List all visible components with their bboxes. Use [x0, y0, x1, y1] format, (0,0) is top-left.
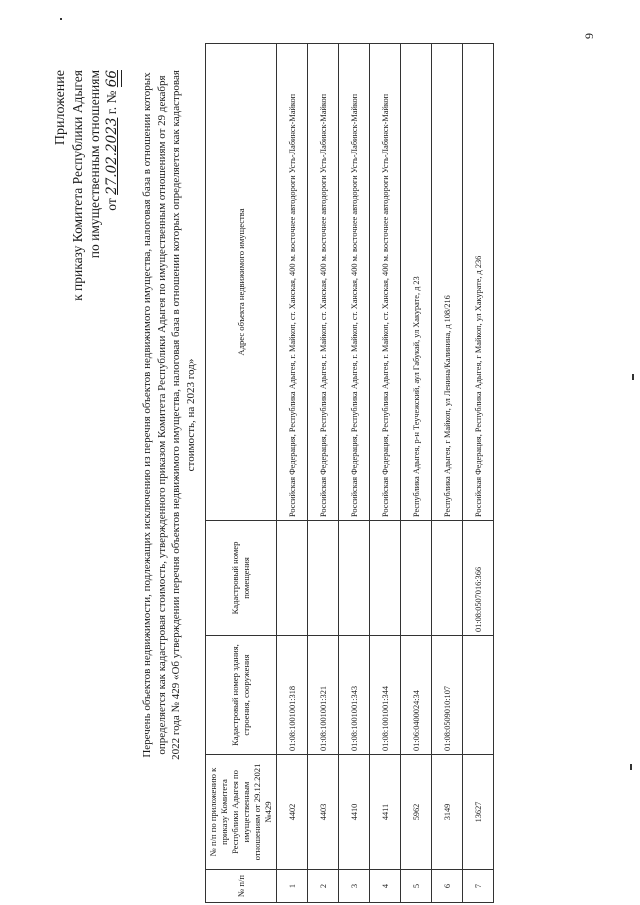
row-room-cadastral — [339, 521, 370, 636]
table-row — [401, 44, 432, 903]
row-reference: 4411 — [370, 755, 401, 870]
row-room-cadastral — [401, 521, 432, 636]
table-row — [339, 44, 370, 903]
row-reference: 4402 — [277, 755, 308, 870]
row-building-cadastral: 01:08:1001001:318 — [277, 636, 308, 755]
row-number: 4 — [370, 870, 401, 903]
table-row — [432, 44, 463, 903]
row-number: 6 — [432, 870, 463, 903]
header-address: Адрес объекта недвижимого имущества — [206, 44, 277, 521]
row-number: 7 — [463, 870, 494, 903]
objects-table — [205, 43, 494, 903]
row-address: Российская Федерация, Республика Адыгея, г. Майкоп, ст. Ханская, 400 м. восточнее автодороги Усть-Лабинск-Майкоп — [370, 44, 401, 521]
row-building-cadastral: 01:08:0509010:107 — [432, 636, 463, 755]
row-reference: 4410 — [339, 755, 370, 870]
row-building-cadastral: 01:08:1001001:344 — [370, 636, 401, 755]
table-row — [370, 44, 401, 903]
date-prefix: от — [104, 198, 119, 211]
row-room-cadastral — [308, 521, 339, 636]
row-building-cadastral: 01:08:1001001:343 — [339, 636, 370, 755]
handwritten-date: 27.02.2023 — [104, 117, 120, 195]
header-room-cadastral: Кадастровый номер помещения — [206, 521, 277, 636]
header-reference-number: № п/п по приложению к приказу Комитета Республики Адыгея по имущественным отношениям от 29.12.2021 №429 — [206, 755, 277, 870]
header-number: № п/п — [206, 870, 277, 903]
row-address: Республика Адыгея, г Майкоп, ул Ленина/Калинина, д 108/216 — [432, 44, 463, 521]
page-number: 9 — [582, 33, 596, 39]
scan-speck — [630, 764, 632, 770]
row-room-cadastral: 01:08:0507016:366 — [463, 521, 494, 636]
scan-speck — [60, 18, 62, 20]
row-address: Российская Федерация, Республика Адыгея, г Майкоп, ул Хакурате, д 236 — [463, 44, 494, 521]
row-number: 3 — [339, 870, 370, 903]
appendix-title: Приложение — [53, 70, 68, 146]
table-row — [277, 44, 308, 903]
row-number: 5 — [401, 870, 432, 903]
appendix-block — [52, 70, 122, 370]
row-room-cadastral — [432, 521, 463, 636]
header-building-cadastral: Кадастровый номер здания, строения, сооружения — [206, 636, 277, 755]
row-address: Российская Федерация, Республика Адыгея, г. Майкоп, ст. Ханская, 400 м. восточнее автодороги Усть-Лабинск-Майкоп — [277, 44, 308, 521]
row-building-cadastral: 01:08:1001001:321 — [308, 636, 339, 755]
table-row — [463, 44, 494, 903]
table-row — [308, 44, 339, 903]
row-number: 2 — [308, 870, 339, 903]
document-heading: Перечень объектов недвижимости, подлежащих исключению из перечня объектов недвижимого имущества, налоговая база в отношении которых определяется как кадастровая стоимость, утвержденного приказом Комитета Республики Адыгея по имущественным отношениям от 29 декабря 2022 года № 429 «Об утверждении перечня объектов недвижимого имущества, налоговая база в отношении которых определяется как кадастровая стоимость, на 2023 год» — [141, 70, 197, 760]
row-reference: 4403 — [308, 755, 339, 870]
row-room-cadastral — [277, 521, 308, 636]
row-address: Республика Адыгея, р-н Теучежский, аул Габукай, ул Хакурате, д 23 — [401, 44, 432, 521]
row-reference: 5962 — [401, 755, 432, 870]
row-building-cadastral: 01:06:0400024:34 — [401, 636, 432, 755]
row-reference: 13627 — [463, 755, 494, 870]
table-header-row — [206, 44, 277, 903]
handwritten-order-number: 66 — [104, 70, 120, 88]
row-building-cadastral — [463, 636, 494, 755]
row-number: 1 — [277, 870, 308, 903]
appendix-order-line: к приказу Комитета Республики Адыгея — [70, 70, 85, 301]
date-suffix: г. № — [104, 90, 119, 115]
appendix-date-row — [103, 70, 122, 370]
scan-speck — [632, 374, 634, 380]
row-address: Российская Федерация, Республика Адыгея, г. Майкоп, ст. Ханская, 400 м. восточнее автодороги Усть-Лабинск-Майкоп — [339, 44, 370, 521]
row-address: Российская Федерация, Республика Адыгея, г. Майкоп, ст. Ханская, 400 м. восточнее автодороги Усть-Лабинск-Майкоп — [308, 44, 339, 521]
row-reference: 3149 — [432, 755, 463, 870]
appendix-committee-line: по имущественным отношениям — [87, 70, 102, 259]
row-room-cadastral — [370, 521, 401, 636]
